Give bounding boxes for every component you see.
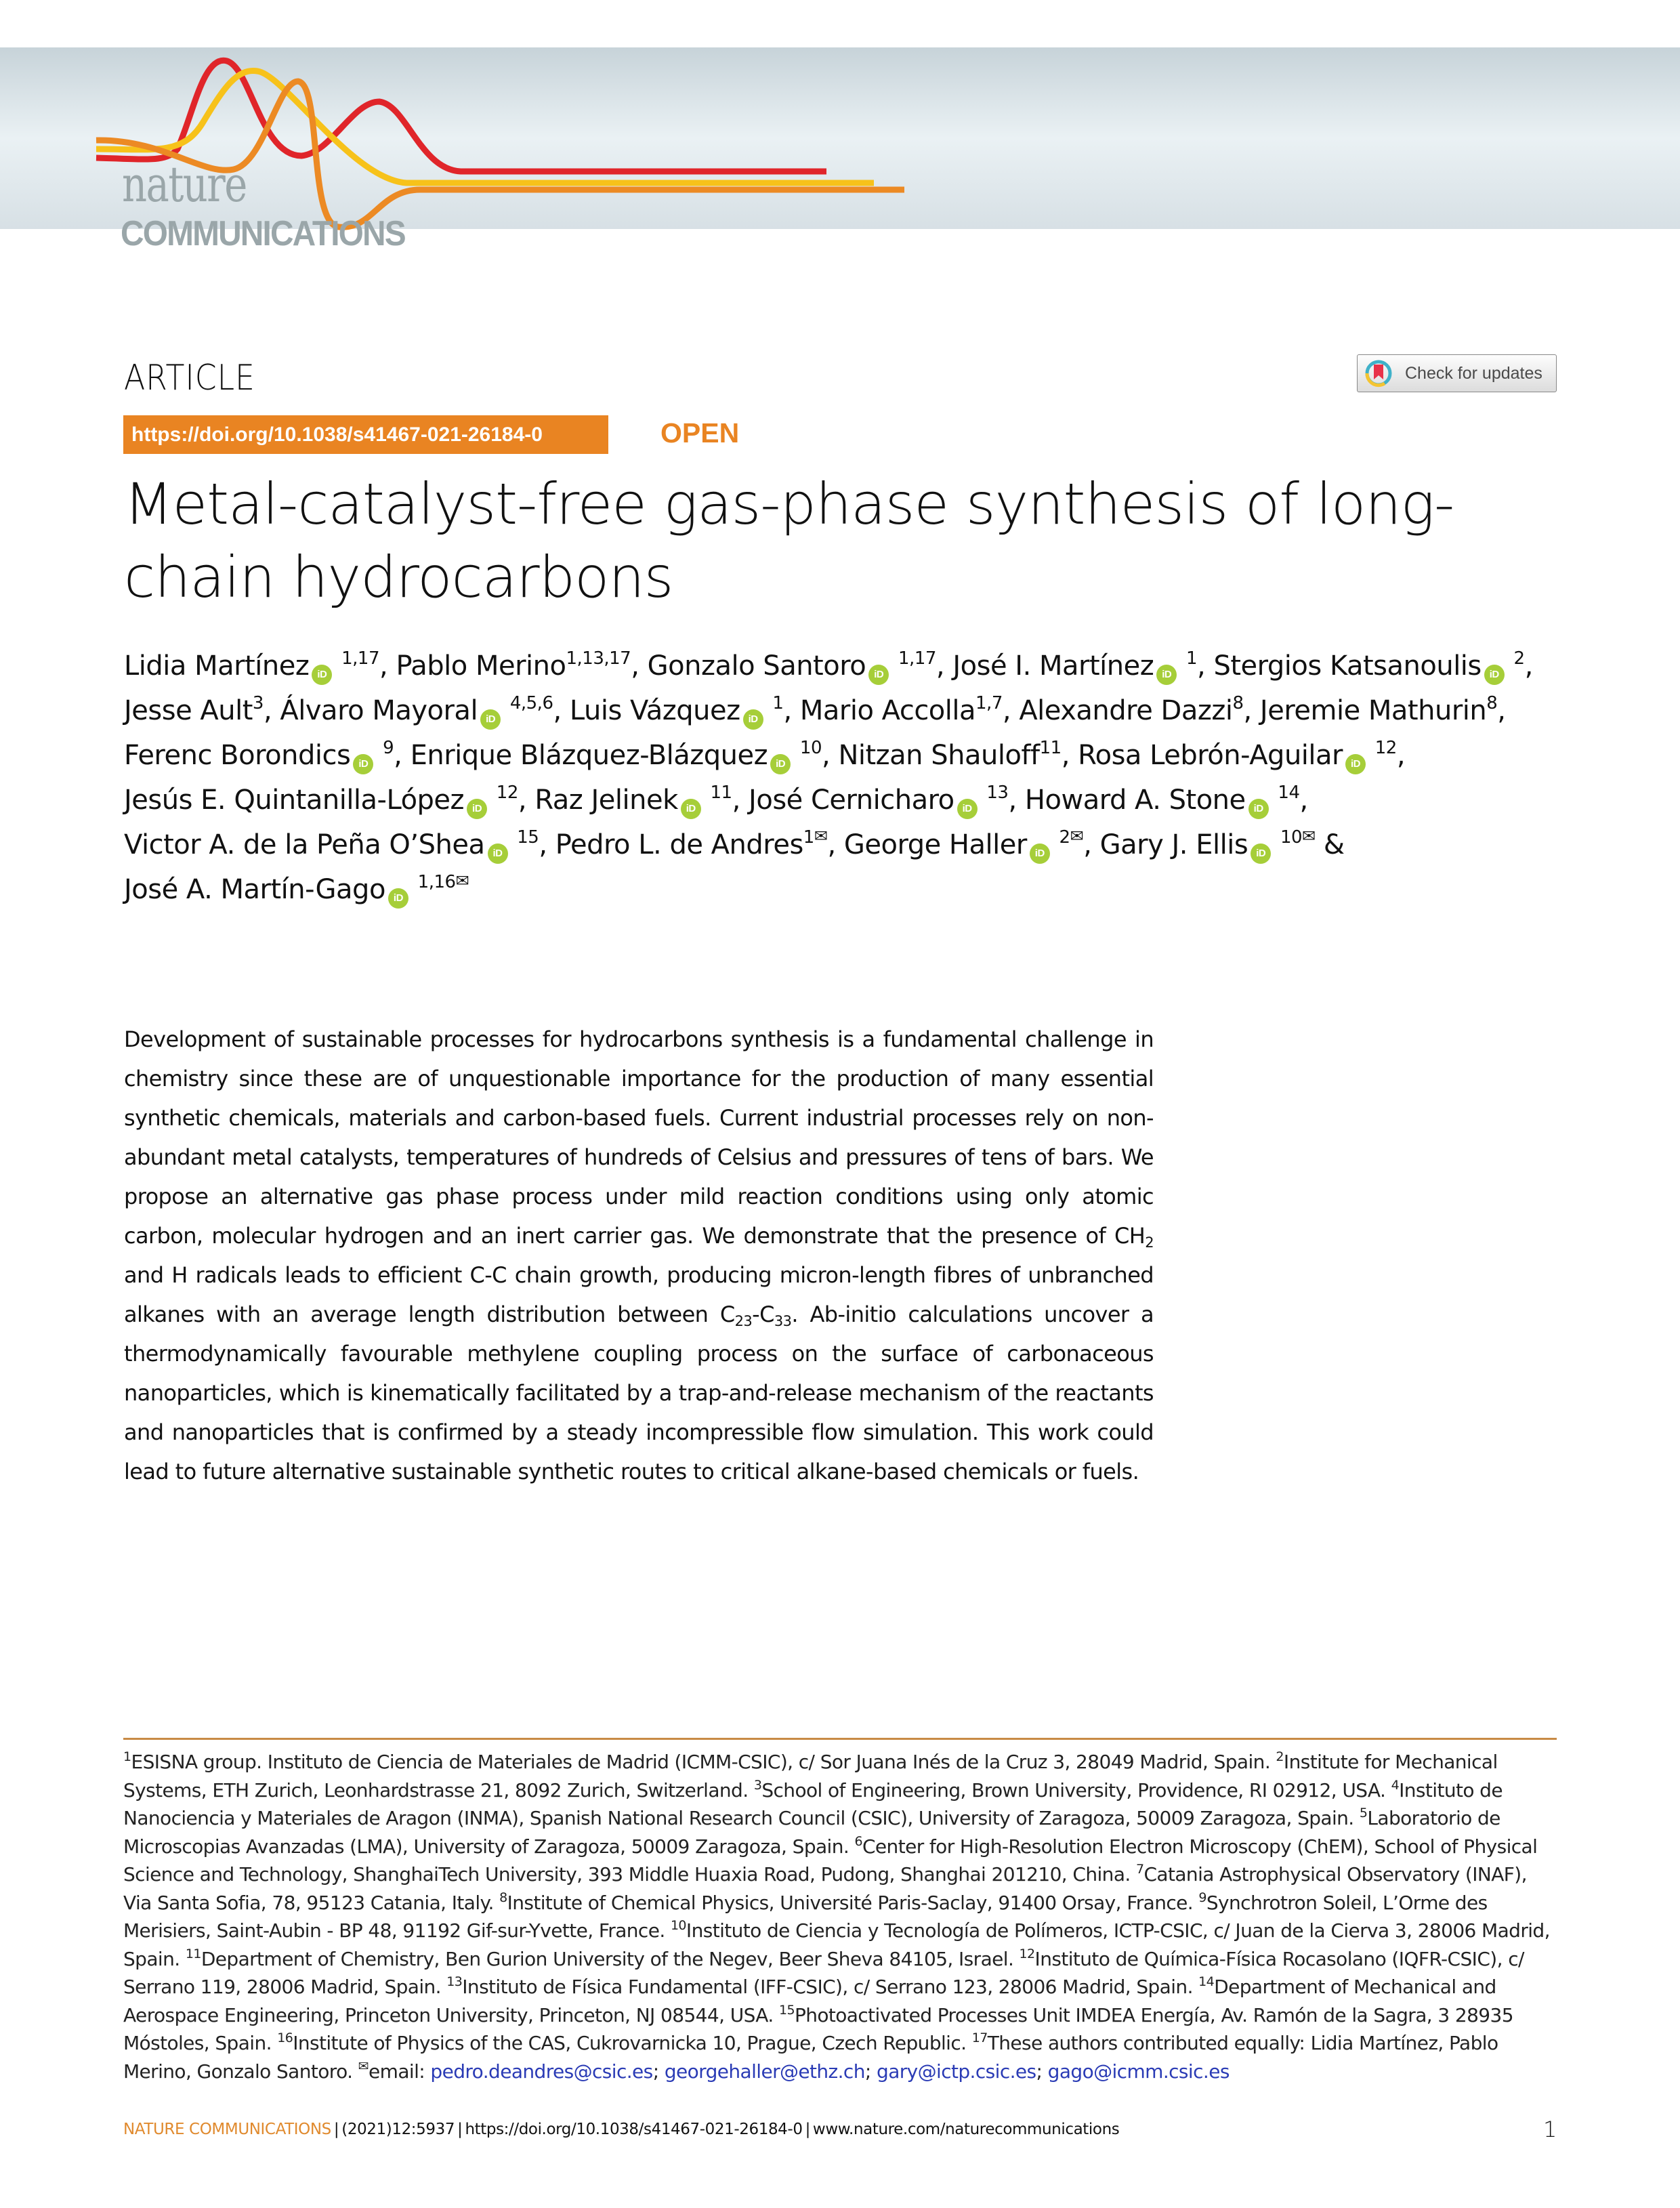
author-name[interactable]: José I. Martínez iD $^1$ [952, 650, 1197, 682]
email-link[interactable]: gago@icmm.csic.es [1047, 2060, 1230, 2083]
orcid-icon[interactable]: iD [1251, 843, 1271, 864]
author-name[interactable]: José A. Martín-Gago iD $^{1,16✉}$ [124, 874, 469, 905]
author-name[interactable]: Álvaro Mayoral iD $^{4,5,6}$ [280, 695, 553, 726]
affiliation-text: Institute of Physics of the CAS, Cukrovarnicka 10, Prague, Czech Republic. [293, 2032, 972, 2054]
orcid-icon[interactable]: iD [488, 843, 508, 864]
affiliation-text: Instituto de Física Fundamental (IFF-CSIC), c/ Serrano 123, 28006 Madrid, Spain. [462, 1976, 1199, 1998]
affiliation-superscript: 2 [1053, 827, 1070, 848]
affiliation-text: Institute for Mechanical Systems, ETH Zurich, Leonhardstrasse 21, 8092 Zurich, Switzerland. [123, 1751, 1498, 1801]
affiliation-number: 17 [971, 2030, 988, 2045]
footer-journal: NATURE COMMUNICATIONS [123, 2121, 331, 2138]
affiliation-superscript: 8 [1486, 693, 1498, 713]
affiliation-number: 2 [1276, 1749, 1284, 1764]
affiliation-superscript: 11 [1039, 738, 1062, 758]
author-name[interactable]: Jeremie Mathurin$^8$ [1259, 693, 1498, 726]
subscript: 23 [734, 1313, 753, 1329]
affiliation-number: 7 [1135, 1862, 1144, 1877]
affiliation-number: 5 [1359, 1806, 1368, 1820]
author-name[interactable]: Victor A. de la Peña O’Shea iD $^{15}$ [124, 829, 539, 860]
author-name[interactable]: Jesús E. Quintanilla-López iD $^{12}$ [124, 785, 518, 816]
affiliation-superscript: 14 [1272, 783, 1300, 803]
author-name[interactable]: Pablo Merino$^{1,13,17}$ [396, 648, 631, 682]
author-name[interactable]: Raz Jelinek iD $^{11}$ [534, 785, 732, 816]
page-number: 1 [1543, 2117, 1557, 2142]
affiliation-number: 16 [277, 2030, 293, 2045]
affiliation-superscript: 1,13,17 [566, 648, 631, 669]
email-envelope-icon: ✉ [358, 2058, 369, 2074]
affiliations: $^1$ESISNA group. Instituto de Ciencia de Materiales de Madrid (ICMM-CSIC), c/ Sor Juana Inés de la Cruz 3, 28049 Madrid, Spain. $^2$Institute for Mechanical Systems, ETH Zurich, Leonhardstrasse 21, 8092 Zurich, Switzerland. $^3$School of Engineering, Brown University, Providence, RI 02912, USA. $^4$Instituto de Nanociencia y Materiales de Aragon (INMA), Spanish National Research Council (CSIC), University of Zaragoza, 50009 Zaragoza, Spain. $^5$Laboratorio de Microscopias Avanzadas (LMA), University of Zaragoza, 50009 Zaragoza, Spain. $^6$Center for High-Resolution Electron Microscopy (ChEM), School of Physical Science and Technology, ShanghaiTech University, 393 Middle Huaxia Road, Pudong, Shanghai 201210, China. $^7$Catania Astrophysical Observatory (INAF), Via Santa Sofia, 78, 95123 Catania, Italy. $^8$Institute of Chemical Physics, Université Paris-Saclay, 91400 Orsay, France. $^9$Synchrotron Soleil, L’Orme des Merisiers, Saint-Aubin - BP 48, 91192 Gif-sur-Yvette, France. $^{10}$Instituto de Ciencia y Tecnología de Polímeros, ICTP-CSIC, c/ Juan de la Cierva 3, 28006 Madrid, Spain. $^{11}$Department of Chemistry, Ben Gurion University of the Negev, Beer Sheva 84105, Israel. $^{12}$Instituto de Química-Física Rocasolano (IQFR-CSIC), c/ Serrano 119, 28006 Madrid, Spain. $^{13}$Instituto de Física Fundamental (IFF-CSIC), c/ Serrano 123, 28006 Madrid, Spain. $^{14}$Department of Mechanical and Aerospace Engineering, Princeton University, Princeton, NJ 08544, USA. $^{15}$Photoactivated Processes Unit IMDEA Energía, Av. Ramón de la Sagra, 3 28935 Móstoles, Spain. $^{16}$Institute of Physics of the CAS, Cukrovarnicka 10, Prague, Czech Republic. $^{17}$These authors contributed equally: Lidia Martínez, Pablo Merino, Gonzalo Santoro. ✉email: pedro.deandres@csic.es; georgehaller@ethz.ch; gary@ictp.csic.es; gago@icmm.csic.es [123, 1749, 1550, 2083]
author-name[interactable]: Nitzan Shauloff$^{11}$ [838, 738, 1062, 771]
journal-banner [0, 47, 1680, 253]
affiliation-superscript: 1,16 [412, 872, 456, 892]
affiliation-number: 9 [1198, 1890, 1206, 1905]
affiliation-number: 8 [499, 1890, 507, 1905]
author-name[interactable]: Lidia Martínez iD $^{1,17}$ [124, 650, 379, 682]
author-name[interactable]: Howard A. Stone iD $^{14}$ [1025, 785, 1300, 816]
affiliation-number: 14 [1198, 1974, 1215, 1989]
affiliation-number: 13 [446, 1974, 463, 1989]
orcid-icon[interactable]: iD [743, 709, 763, 730]
affiliation-number: 15 [778, 2002, 795, 2018]
affiliation-text: Photoactivated Processes Unit IMDEA Energía, Av. Ramón de la Sagra, 3 28935 Móstoles, Spain. [123, 2003, 1513, 2054]
orcid-icon[interactable]: iD [388, 888, 408, 909]
affiliation-number: 6 [854, 1833, 862, 1849]
affiliation-superscript: 9 [377, 738, 394, 758]
affiliation-text: Institute of Chemical Physics, Université Paris-Saclay, 91400 Orsay, France. [507, 1891, 1199, 1914]
footer-separator: | [333, 2121, 339, 2138]
email-link[interactable]: pedro.deandres@csic.es [430, 2060, 653, 2083]
affiliation-superscript: 1,17 [336, 648, 380, 669]
orcid-icon[interactable]: iD [467, 799, 487, 819]
orcid-icon[interactable]: iD [1248, 799, 1269, 819]
orcid-icon[interactable]: iD [957, 799, 978, 819]
author-name[interactable]: Alexandre Dazzi$^8$ [1019, 693, 1244, 726]
email-link[interactable]: gary@ictp.csic.es [877, 2060, 1036, 2083]
brand-communications: COMMUNICATIONS [121, 214, 405, 253]
affiliation-superscript: 8 [1232, 693, 1244, 713]
author-name[interactable]: Enrique Blázquez-Blázquez iD $^{10}$ [411, 740, 822, 771]
orcid-icon[interactable]: iD [1345, 754, 1366, 774]
footer-website-link[interactable]: www.nature.com/naturecommunications [812, 2121, 1120, 2138]
open-access-label: OPEN [660, 417, 740, 449]
abstract [124, 1020, 1154, 1491]
author-name[interactable]: José Cernicharo iD $^{13}$ [749, 785, 1008, 816]
affiliation-text: ESISNA group. Instituto de Ciencia de Materiales de Madrid (ICMM-CSIC), c/ Sor Juana Inés de la Cruz 3, 28049 Madrid, Spain. [131, 1751, 1276, 1773]
author-name[interactable]: Pedro L. de Andres$^{1✉}$ [555, 827, 828, 860]
footer-separator: | [457, 2121, 463, 2138]
author-name[interactable]: Stergios Katsanoulis iD $^2$ [1213, 650, 1524, 682]
affiliation-superscript: 3 [252, 693, 264, 713]
author-name[interactable]: Luis Vázquez iD $^1$ [570, 695, 784, 726]
abstract-text-2: and H radicals leads to efficient C-C chain growth, producing micron-length fibres of unbranched alkanes with an average length distribution between C [124, 1262, 1154, 1327]
brand-nature: nature [122, 156, 247, 213]
author-name[interactable]: Ferenc Borondics iD $^9$ [124, 740, 394, 771]
footer-citation: (2021)12:5937 [341, 2121, 455, 2138]
affiliation-text: Department of Chemistry, Ben Gurion University of the Negev, Beer Sheva 84105, Israel. [201, 1947, 1020, 1970]
affiliation-superscript: 13 [981, 783, 1009, 803]
affiliation-superscript: 4,5,6 [505, 693, 553, 713]
footer-separator: | [805, 2121, 810, 2138]
orcid-icon[interactable]: iD [1156, 665, 1177, 685]
abstract-text-3: . Ab-initio calculations uncover a thermodynamically favourable methylene coupling process on the surface of carbonaceous nanoparticles, which is kinematically facilitated by a trap-and-release mechanism of the reactants and nanoparticles that is confirmed by a steady incompressible flow simulation. This work could lead to future alternative sustainable synthetic routes to critical alkane-based chemicals or fuels. [124, 1301, 1154, 1484]
affiliation-superscript: 12 [1369, 738, 1397, 758]
affiliation-superscript: 10 [795, 738, 822, 758]
subscript: 2 [1145, 1234, 1154, 1251]
orcid-icon[interactable]: iD [1484, 665, 1505, 685]
check-for-updates-label: Check for updates [1405, 363, 1542, 383]
email-envelope-icon: ✉ [1070, 827, 1084, 846]
subscript: 33 [774, 1313, 792, 1329]
email-link[interactable]: georgehaller@ethz.ch [664, 2060, 865, 2083]
affiliation-text: These authors contributed equally: Lidia Martínez, Pablo Merino, Gonzalo Santoro. [123, 2032, 1498, 2083]
affiliation-superscript: 12 [491, 783, 518, 803]
author-name[interactable]: Gary J. Ellis iD $^{10✉}$ [1100, 829, 1316, 860]
affiliation-superscript: 1,17 [893, 648, 936, 669]
affiliation-superscript: 1 [803, 827, 814, 848]
author-list: Lidia Martínez iD $^{1,17}$, Pablo Merino$^{1,13,17}$, Gonzalo Santoro iD $^{1,17}$, José I. Martínez iD $^1$, Stergios Katsanoulis iD $^2$, Jesse Ault$^3$, Álvaro Mayoral iD $^{4,5,6}$, Luis Vázquez iD $^1$, Mario Accolla$^{1,7}$, Alexandre Dazzi$^8$, Jeremie Mathurin$^8$, Ferenc Borondics iD $^9$, Enrique Blázquez-Blázquez iD $^{10}$, Nitzan Shauloff$^{11}$, Rosa Lebrón-Aguilar iD $^{12}$, Jesús E. Quintanilla-López iD $^{12}$, Raz Jelinek iD $^{11}$, José Cernicharo iD $^{13}$, Howard A. Stone iD $^{14}$, Victor A. de la Peña O’Shea iD $^{15}$, Pedro L. de Andres$^{1✉}$, George Haller iD $^{2✉}$, Gary J. Ellis iD $^{10✉}$ & José A. Martín-Gago iD $^{1,16✉}$ [124, 644, 1560, 912]
abstract-text-1: Development of sustainable processes for hydrocarbons synthesis is a fundamental challenge in chemistry since these are of unquestionable importance for the production of many essential synthetic chemicals, materials and carbon-based fuels. Current industrial processes rely on non-abundant metal catalysts, temperatures of hundreds of Celsius and pressures of tens of bars. We propose an alternative gas phase process under mild reaction conditions using only atomic carbon, molecular hydrogen and an inert carrier gas. We demonstrate that the presence of CH [124, 1026, 1154, 1249]
author-name[interactable]: Gonzalo Santoro iD $^{1,17}$ [648, 650, 936, 682]
affiliation-number: 3 [753, 1777, 762, 1793]
affiliation-superscript: 1 [1181, 648, 1198, 669]
crossmark-icon [1364, 359, 1393, 388]
email-envelope-icon: ✉ [455, 871, 469, 890]
article-title: Metal-catalyst-free gas-phase synthesis of long-chain hydrocarbons [124, 471, 1454, 610]
email-envelope-icon: ✉ [814, 827, 828, 846]
affiliation-text: Instituto de Ciencia y Tecnología de Polímeros, ICTP-CSIC, c/ Juan de la Cierva 3, 28006 Madrid, Spain. [123, 1919, 1550, 1970]
affiliation-text: Department of Mechanical and Aerospace Engineering, Princeton University, Princeton, NJ 08544, USA. [123, 1976, 1496, 2026]
doi-link[interactable]: https://doi.org/10.1038/s41467-021-26184-0 [123, 415, 608, 454]
author-name[interactable]: George Haller iD $^{2✉}$ [844, 829, 1083, 860]
author-name[interactable]: Mario Accolla$^{1,7}$ [799, 693, 1003, 726]
affiliation-number: 4 [1391, 1777, 1400, 1793]
affiliation-text: Instituto de Química-Física Rocasolano (IQFR-CSIC), c/ Serrano 119, 28006 Madrid, Spain. [123, 1947, 1524, 1998]
affiliations-divider [123, 1738, 1557, 1740]
affiliation-number: 12 [1019, 1946, 1035, 1961]
affiliation-superscript: 1 [767, 693, 784, 713]
orcid-icon[interactable]: iD [353, 754, 373, 774]
page-footer [123, 2117, 1557, 2142]
orcid-icon[interactable]: iD [480, 709, 501, 730]
email-label: email: [369, 2060, 431, 2083]
email-envelope-icon: ✉ [1302, 827, 1316, 846]
orcid-icon[interactable]: iD [1030, 843, 1050, 864]
affiliation-text: School of Engineering, Brown University, Providence, RI 02912, USA. [761, 1778, 1391, 1801]
footer-doi-link[interactable]: https://doi.org/10.1038/s41467-021-26184-0 [465, 2121, 803, 2138]
affiliation-superscript: 10 [1275, 827, 1303, 848]
affiliation-superscript: 2 [1508, 648, 1525, 669]
affiliation-superscript: 1,7 [975, 693, 1003, 713]
check-for-updates-button[interactable] [1357, 354, 1557, 392]
affiliation-superscript: 15 [511, 827, 539, 848]
abstract-dash: -C [752, 1301, 774, 1327]
affiliation-text: Synchrotron Soleil, L’Orme des Merisiers, Saint-Aubin - BP 48, 91192 Gif-sur-Yvette, France. [123, 1891, 1488, 1942]
affiliation-text: Instituto de Nanociencia y Materiales de Aragon (INMA), Spanish National Research Council (CSIC), University of Zaragoza, 50009 Zaragoza, Spain. [123, 1778, 1503, 1829]
affiliation-number: 10 [670, 1918, 686, 1933]
article-type-label: ARTICLE [124, 358, 255, 398]
affiliation-text: Center for High-Resolution Electron Microscopy (ChEM), School of Physical Science and Technology, ShanghaiTech University, 393 Middle Huaxia Road, Pudong, Shanghai 201210, China. [123, 1835, 1538, 1886]
author-name[interactable]: Rosa Lebrón-Aguilar iD $^{12}$ [1078, 740, 1397, 771]
orcid-icon[interactable]: iD [770, 754, 791, 774]
orcid-icon[interactable]: iD [868, 665, 889, 685]
affiliation-text: Catania Astrophysical Observatory (INAF), Via Santa Sofia, 78, 95123 Catania, Italy. [123, 1863, 1527, 1914]
orcid-icon[interactable]: iD [312, 665, 332, 685]
orcid-icon[interactable]: iD [681, 799, 701, 819]
affiliation-number: 11 [185, 1946, 201, 1961]
author-name[interactable]: Jesse Ault$^3$ [124, 693, 264, 726]
affiliation-text: Laboratorio de Microscopias Avanzadas (LMA), University of Zaragoza, 50009 Zaragoza, Spain. [123, 1807, 1500, 1858]
affiliation-number: 1 [123, 1749, 131, 1764]
affiliation-superscript: 11 [705, 783, 732, 803]
